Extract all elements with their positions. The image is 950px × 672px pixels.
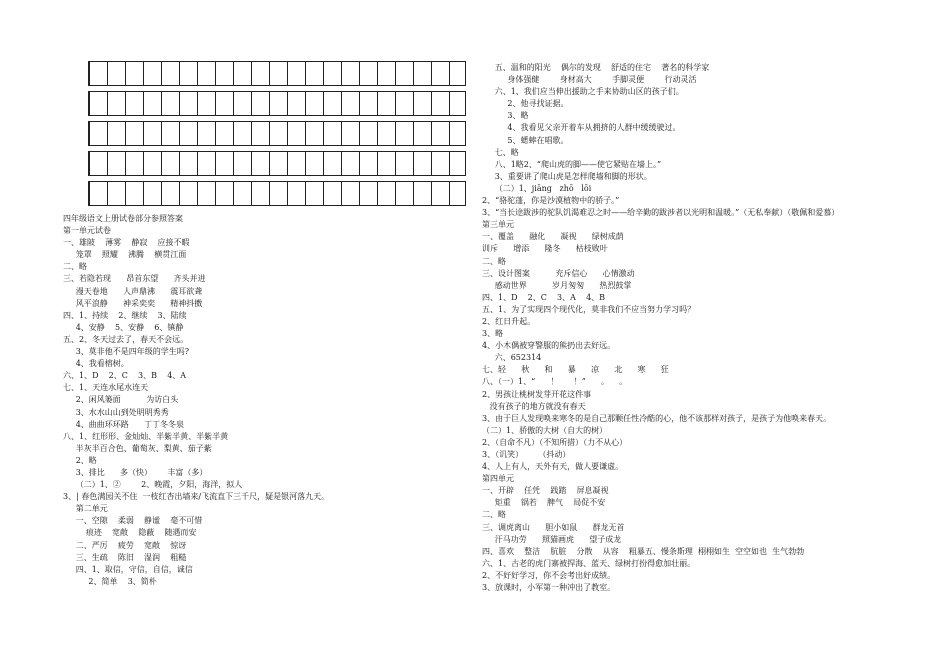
answer-line: 2、闲风篓面 为访白头 — [63, 395, 179, 405]
answer-line: 三、调虎离山 胆小如鼠 群龙无首 — [482, 522, 625, 532]
answer-line: 第二单元 — [63, 504, 108, 514]
answer-line: 二、略 — [482, 510, 506, 520]
answer-line: 3、| 春色满园关不住 一枝红杏出墙来/飞流直下三千尺，疑是银河落九天。 — [63, 492, 330, 502]
answer-line: 4、我看见父亲开着车从拥挤的人群中缓缓驶过。 — [482, 123, 681, 133]
answer-line: 半灰半百合色、葡萄灰、梨黄、茄子紫 — [63, 443, 212, 453]
answer-line: 六、1、古老的虎门寨被捍海、蓝天、绿树打扮得愈加壮丽。 — [482, 558, 696, 568]
answer-line: 2、（自命不凡）（不知所措）（力不从心） — [482, 437, 628, 447]
answer-line: 一、雄陂 薄雾 静寂 应接不暇 — [63, 238, 190, 248]
answer-line: 3、由于巨人发现唤来寒冬的是自己那颗任性冷酷的心，他不该那样对孩子，是孩子为他唤来春天。 — [482, 413, 832, 423]
answer-line: 三、若隐若现 昂首东望 齐头并进 — [63, 274, 206, 284]
answer-line: 3、略 — [482, 329, 504, 339]
answer-line: 七、轻 秋 和 暴 凉 北 寒 狂 — [482, 365, 669, 375]
writing-grid — [88, 61, 466, 211]
answer-line: 2、简单 3、简朴 — [63, 576, 157, 586]
answer-line: 五、温和的阳光 偶尔的发现 舒适的住宅 著名的科学家 — [482, 63, 710, 72]
answer-line: 3、水水山山到处明明秀秀 — [63, 407, 169, 417]
right-answer-column — [482, 62, 839, 594]
answer-line: 4、曲曲环环路 丁丁冬冬泉 — [63, 419, 185, 429]
answer-line: 3、重要讲了爬山虎是怎样爬墙和脚的形状。 — [482, 171, 652, 181]
answer-line: 四、1、D 2、C 3、A 4、B — [482, 292, 606, 302]
answer-line: 3、莫非他不是四年级的学生吗? — [63, 347, 190, 357]
answer-line: 痕迹 宽敞 隐蔽 随遇而安 — [63, 528, 197, 538]
answer-line: 2、红日升起。 — [482, 316, 536, 326]
left-answer-column — [63, 213, 329, 588]
answer-line: 二、略 — [63, 262, 87, 272]
answer-line: 2、男孩让桃树发芽开花这件事 — [482, 389, 592, 399]
grid-row — [88, 61, 466, 86]
answer-line: 4、安静 5、安静 6、镇静 — [63, 322, 184, 332]
answer-line: 4、我看榕树。 — [63, 359, 129, 369]
answer-line: 2、他寻找证据。 — [482, 99, 569, 109]
grid-row — [88, 181, 466, 206]
answer-line: 3、排比 多（快） 丰富（多） — [63, 467, 208, 477]
grid-row — [88, 91, 466, 116]
answer-line: 一、开辟 任凭 践踏 屏息凝视 — [482, 486, 609, 496]
answer-line: 感动世界 岁月匆匆 热烈鼓掌 — [482, 280, 632, 290]
answer-line: 二、严厉 疲劳 宽敞 惊讶 — [63, 540, 187, 550]
answer-line: （二）1、jiāng zhō lōi — [482, 183, 592, 193]
answer-line: 训斥 增添 隆冬 枯枝败叶 — [482, 244, 608, 254]
answer-line: 汗马功劳 照猫画虎 望子成龙 — [482, 534, 622, 544]
answer-line: 六、1、我们应当伸出援助之手来协助山区的孩子们。 — [482, 87, 684, 97]
answer-line: 2、“骆驼蓬，你是沙漠植物中的骄子。” — [482, 196, 620, 206]
answer-line: 没有孩子的地方就没有春天 — [482, 401, 586, 411]
answer-line: 风平浪静 神采奕奕 精神抖擞 — [63, 298, 203, 308]
answer-line: 四、1、取信，守信，自信，诚信 — [63, 564, 193, 574]
grid-row — [88, 121, 466, 146]
answer-line: 3、“当长途跋涉的驼队饥渴难忍之时——给辛勤的跋涉者以光明和温暖。”（无私奉献）（敬佩和爱慕） — [482, 208, 840, 218]
answer-line: 漫天卷地 人声鼎沸 震耳欲聋 — [63, 286, 203, 296]
answer-line: 一、空隙 柔弱 静谧 毫不可惜 — [63, 516, 203, 526]
answer-line: 六、1、D 2、C 3、B 4、A — [63, 371, 187, 381]
answer-line: 四、1、持续 2、继续 3、陆续 — [63, 310, 187, 320]
answer-line: 五、1、为了实现四个现代化，莫非我们不应当努力学习吗？ — [482, 304, 696, 314]
answer-line: 八、（一）1、“ ！ ！” 。 。 — [482, 377, 628, 387]
answer-line: 笼罩 照耀 沸腾 横贯江面 — [63, 250, 187, 260]
answer-line: 4、人上有人，天外有天，做人要谦虚。 — [482, 462, 624, 472]
answer-line: 3、（讥笑） （抖动） — [482, 450, 571, 459]
answer-line: 3、略 — [482, 111, 529, 121]
answer-line: （二）1、② 2、晚霞，夕阳，海洋，拟人 — [63, 480, 243, 490]
answer-line: 4、小木偶被穿警服的熊扔出去好远。 — [482, 341, 616, 351]
answer-line: 一、覆盖 融化 凝视 绿树成荫 — [482, 232, 624, 242]
answer-line: 八、1略2、“爬山虎的脚——使它紧贴在墙上。” — [482, 159, 662, 169]
answer-line: 三、生疏 陈旧 湿润 粗糙 — [63, 552, 187, 562]
answer-line: 七、1、天连水尾水连天 — [63, 383, 149, 393]
answer-line: 二、略 — [482, 256, 506, 266]
answer-line: 六、652314 — [482, 353, 542, 363]
answer-line: 三、设计图案 充斥信心 心情激动 — [482, 268, 635, 278]
answer-line: 第三单元 — [482, 220, 514, 230]
answer-line: 第四单元 — [482, 474, 514, 484]
answer-line: 2、略 — [63, 455, 97, 465]
grid-row — [88, 151, 466, 176]
answer-line: 第一单元试卷 — [63, 226, 111, 236]
answer-line: 矩重 锅若 脾气 局促不安 — [482, 498, 606, 508]
answer-line: 5、蟋蟀在唱歌。 — [482, 135, 569, 145]
answer-line: 八、1、红形形、金灿灿、半紫半黄、半紫半黄 — [63, 431, 229, 441]
answer-line: 五、2、冬天过去了，春天不会远。 — [63, 334, 189, 344]
answer-line: 身体强健 身材高大 手脚灵便 行动灵活 — [482, 75, 697, 85]
answer-line: 2、不好好学习，你不会考出好成绩。 — [482, 570, 616, 580]
answer-line: 四、喜欢 整洁 肮脏 分散 从容 粗暴五、慢条斯理 栩栩如生 空空如也 生气勃勃 — [482, 546, 805, 556]
answer-line: 七、略 — [482, 147, 519, 157]
answer-line: 四年级语文上册试卷部分参照答案 — [63, 214, 183, 223]
answer-line: 3、放课时，小军第一种冲出了教室。 — [482, 583, 616, 593]
answer-line: （二）1、骄傲的大树（自大的树） — [482, 425, 608, 435]
